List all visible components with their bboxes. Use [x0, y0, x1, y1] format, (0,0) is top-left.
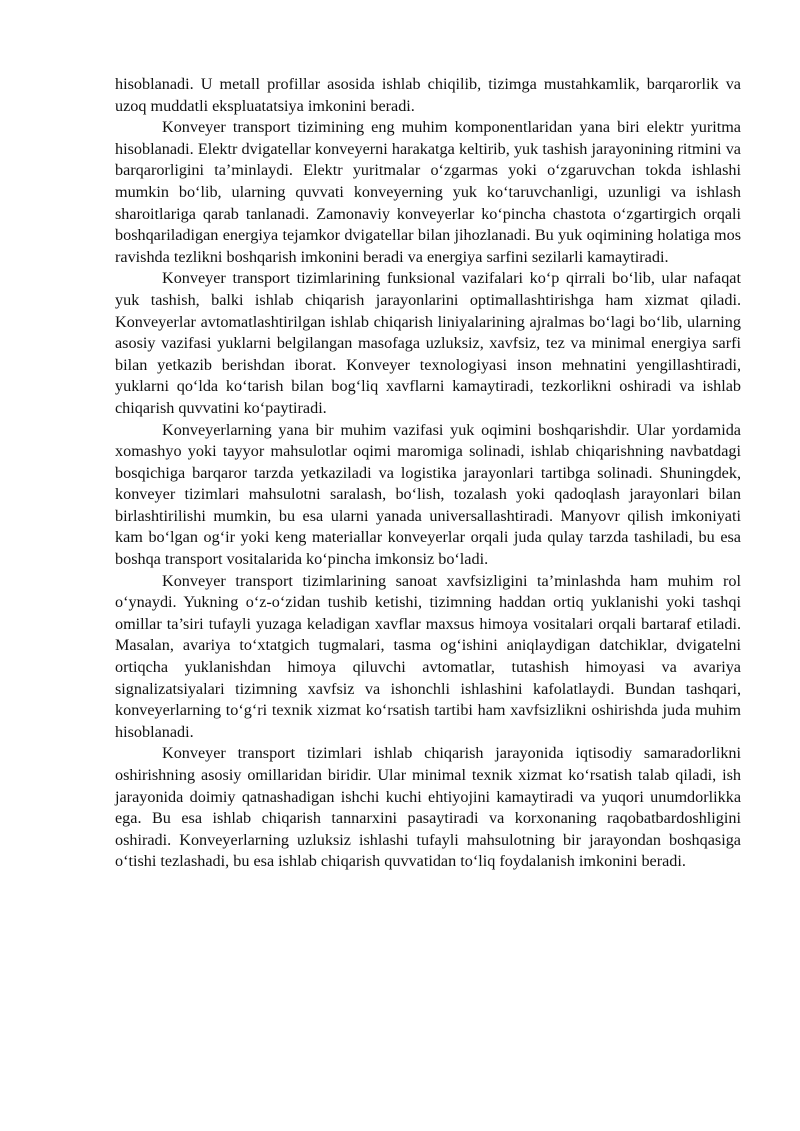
paragraph-flow-control: Konveyerlarning yana bir muhim vazifasi yuk oqimini boshqarishdir. Ular yordamida xomashyo yoki tayyor mahsulotlar oqimi maromiga solinadi, ishlab chiqarishning navbatdagi bosqichiga barqaror tarzda yetkaziladi va logistika jarayonlari tartibga solinadi. Shuningdek, konveyer tizimlari mahsulotni saralash, bo‘lish, tozalash yoki qadoqlash jarayonlari bilan birlashtirilishi mumkin, bu esa ularni yanada universallashtiradi. Manyovr qilish imkoniyati kam bo‘lgan og‘ir yoki keng materiallar konveyerlar orqali juda qulay tarzda tashiladi, bu esa boshqa transport vositalarida ko‘pincha imkonsiz bo‘ladi.	[115, 420, 741, 569]
paragraph-electric-drive: Konveyer transport tizimining eng muhim komponentlaridan yana biri elektr yuritma hisoblanadi. Elektr dvigatellar konveyerni harakatga keltirib, yuk tashish jarayonining ritmini va barqarorligini ta’minlaydi. Elektr yuritmalar o‘zgarmas yoki o‘zgaruvchan tokda ishlashi mumkin bo‘lib, ularning quvvati konveyerning yuk ko‘taruvchanligi, uzunligi va ishlash sharoitlariga qarab tanlanadi. Zamonaviy konveyerlar ko‘pincha chastota o‘zgartirgich orqali boshqariladigan energiya tejamkor dvigatellar bilan jihozlanadi. Bu yuk oqimining holatiga mos ravishda tezlikni boshqarish imkonini beradi va energiya sarfini sezilarli kamaytiradi.	[115, 118, 741, 266]
paragraph-functional-tasks: Konveyer transport tizimlarining funksional vazifalari ko‘p qirrali bo‘lib, ular nafaqat yuk tashish, balki ishlab chiqarish jarayonlarini optimallashtirishga ham xizmat qiladi. Konveyerlar avtomatlashtirilgan ishlab chiqarish liniyalarining ajralmas bo‘lagi bo‘lib, ularning asosiy vazifasi yuklarni belgilangan masofaga uzluksiz, xavfsiz, tez va minimal energiya sarfi bilan yetkazib berishdan iborat. Konveyer texnologiyasi inson mehnatini yengillashtiradi, yuklarni qo‘lda ko‘tarish bilan bog‘liq xavflarni kamaytiradi, tezkorlikni oshiradi va ishlab chiqarish quvvatini ko‘paytiradi.	[115, 269, 741, 417]
paragraph-economic-efficiency: Konveyer transport tizimlari ishlab chiqarish jarayonida iqtisodiy samaradorlikni oshirishning asosiy omillaridan biridir. Ular minimal texnik xizmat ko‘rsatish talab qiladi, ish jarayonida doimiy qatnashadigan ishchi kuchi ehtiyojini kamaytiradi va yuqori unumdorlikka ega. Bu esa ishlab chiqarish tannarxini pasaytiradi va korxonaning raqobatbardoshligini oshiradi. Konveyerlarning uzluksiz ishlashi tufayli mahsulotning bir jarayondan boshqasiga o‘tishi tezlashadi, bu esa ishlab chiqarish quvvatidan to‘liq foydalanish imkonini beradi.	[115, 744, 741, 871]
paragraph-industrial-safety: Konveyer transport tizimlarining sanoat xavfsizligini ta’minlashda ham muhim rol o‘ynaydi. Yukning o‘z-o‘zidan tushib ketishi, tizimning haddan ortiq yuklanishi yoki tashqi omillar ta’siri tufayli yuzaga keladigan xavflar maxsus himoya vositalari orqali bartaraf etiladi. Masalan, avariya to‘xtatgich tugmalari, tasma og‘ishini aniqlaydigan datchiklar, dvigatelni ortiqcha yuklanishdan himoya qiluvchi avtomatlar, tutashish himoyasi va avariya signalizatsiyalari tizimning xavfsiz va ishonchli ishlashini kafolatlaydi. Bundan tashqari, konveyerlarning to‘g‘ri texnik xizmat ko‘rsatish tartibi ham xavfsizlikni oshirishda juda muhim hisoblanadi.	[115, 571, 741, 741]
document-page	[115, 74, 741, 873]
paragraph-continued: hisoblanadi. U metall profillar asosida ishlab chiqilib, tizimga mustahkamlik, barqarorlik va uzoq muddatli ekspluatatsiya imkonini beradi.	[115, 75, 741, 115]
